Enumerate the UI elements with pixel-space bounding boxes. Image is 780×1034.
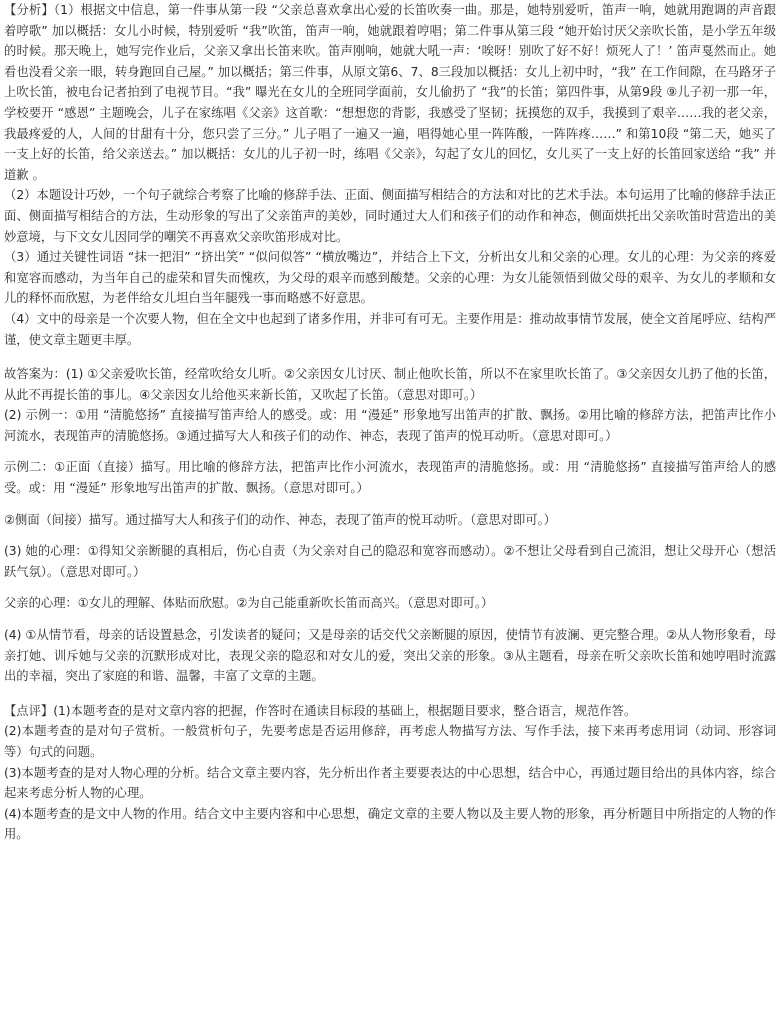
analysis-paragraph-2: （2）本题设计巧妙，一个句子就综合考察了比喻的修辞手法、正面、侧面描写相结合的方法和对比的艺术手法。本句运用了比喻的修辞手法正面、侧面描写相结合的方法，生动形象的写出了父亲笛声的美妙，同时通过大人们和孩子们的动作和神态，侧面烘托出父亲吹笛时营造出的美妙意境，与下文女儿因同学的嘲笑不再喜欢父亲吹笛形成对比。	[4, 188, 776, 244]
spacer	[4, 530, 776, 541]
analysis-paragraph-1: 【分析】（1）根据文中信息，第一件事从第一段 “父亲总喜欢拿出心爱的长笛吹奏一曲。那是，她特别爱听，笛声一响，她就用跑调的声音跟着哼歌” 加以概括：女儿小时候，特别爱听 “我”吹笛，笛声一响，她就跟着哼唱；第二件事从第三段 “她开始讨厌父亲吹长笛，是小学五年级的时候。那天晚上，她写完作业后，父亲又拿出长笛来吹。笛声刚响，她就大吼一声：‘唉呀！别吹了好不好！烦死人了！’ 笛声戛然而止。她看也没看父亲一眼，转身跑回自己屋。” 加以概括；第三件事，从原文第6、7、8三段加以概括：女儿上初中时，“我” 在工作间隙，在马路牙子上吹长笛，被电台记者拍到了电视节目。“我” 曝光在女儿的全班同学面前，女儿偷扔了 “我”的长笛；第四件事，从第9段 ⑨儿子初一那一年，学校要开 “感恩” 主题晚会，儿子在家练唱《父亲》这首歌：“想想您的背影，我感受了坚韧；抚摸您的双手，我摸到了艰辛……我的老父亲，我最疼爱的人，人间的甘甜有十分，您只尝了三分。” 儿子唱了一遍又一遍，唱得她心里一阵阵酸，一阵阵疼……” 和第10段 “第二天，她买了一支上好的长笛，给父亲送去。” 加以概括：女儿的儿子初一时，练唱《父亲》，勾起了女儿的回忆，女儿买了一支上好的长笛回家送给 “我” 并道歉 。	[4, 3, 776, 182]
analysis-paragraph-4: （4）文中的母亲是一个次要人物，但在全文中也起到了诸多作用，并非可有可无。主要作用是：推动故事情节发展，使全文首尾呼应、结构严谨，使文章主题更丰厚。	[4, 311, 776, 347]
answer-side-description: ②侧面（间接）描写。通过描写大人和孩子们的动作、神态，表现了笛声的悦耳动听。（意思对即可。）	[4, 512, 557, 527]
spacer	[4, 614, 776, 625]
answer-paragraph-2: (2) 示例一：①用 “清脆悠扬” 直接描写笛声给人的感受。或：用 “漫延” 形象地写出笛声的扩散、飘扬。②用比喻的修辞方法，把笛声比作小河流水，表现笛声的清脆悠扬。③通过描写大人和孩子们的动作、神态，表现了笛声的悦耳动听。（意思对即可。）	[4, 408, 776, 443]
spacer	[4, 499, 776, 510]
comment-paragraph-2: (2)本题考查的是对句子赏析。一般赏析句子，先要考虑是否运用修辞，再考虑人物描写方法、写作手法，接下来再考虑用词（动词、形容词等）句式的问题。	[4, 724, 776, 759]
answer-paragraph-1: 故答案为：(1) ①父亲爱吹长笛，经常吹给女儿听。②父亲因女儿讨厌、制止他吹长笛，所以不在家里吹长笛了。③父亲因女儿扔了他的长笛，从此不再提长笛的事儿。④父亲因女儿给他买来新长笛，又吹起了长笛。（意思对即可。）	[4, 367, 776, 402]
comment-paragraph-4: (4)本题考查的是文中人物的作用。结合文中主要内容和中心思想，确定文章的主要人物以及主要人物的形象，再分析题目中所指定的人物的作用。	[4, 806, 776, 842]
spacer	[4, 350, 776, 364]
spacer	[4, 687, 776, 701]
answer-her-psychology: (3) 她的心理：①得知父亲断腿的真相后，伤心自责（为父亲对自己的隐忍和宽容而感动）。②不想让父母看到自己流泪，想让父母开心（想活跃气氛）。（意思对即可。）	[4, 544, 776, 579]
comment-paragraph-1: 【点评】(1)本题考查的是对文章内容的把握，作答时在通读目标段的基础上，根据题目要求，整合语言，规范作答。	[4, 703, 637, 718]
answer-father-psychology: 父亲的心理：①女儿的理解、体贴而欣慰。②为自己能重新吹长笛而高兴。（意思对即可。）	[4, 596, 494, 611]
answer-example-two: 示例二：①正面（直接）描写。用比喻的修辞方法，把笛声比作小河流水，表现笛声的清脆悠扬。或：用 “清脆悠扬” 直接描写笛声给人的感受。或：用 “漫延” 形象地写出笛声的扩散、飘扬。（意思对即可。）	[4, 460, 776, 496]
answer-mother-role: (4) ①从情节看，母亲的话设置悬念，引发读者的疑问；又是母亲的话交代父亲断腿的原因，使情节有波澜、更完整合理。②从人物形象看，母亲打她、训斥她与父亲的沉默形成对比，表现父亲的隐忍和对女儿的爱，突出父亲的形象。③从主题看，母亲在听父亲吹长笛和她哼唱时流露出的幸福，突出了家庭的和谐、温馨，丰富了文章的主题。	[4, 628, 776, 684]
spacer	[4, 582, 776, 593]
comment-paragraph-3: (3)本题考查的是对人物心理的分析。结合文章主要内容，先分析出作者主要要表达的中心思想，结合中心，再通过题目给出的具体内容，综合起来考虑分析人物的心理。	[4, 765, 776, 801]
spacer	[4, 446, 776, 457]
analysis-paragraph-3: （3）通过关键性词语 “抹一把泪” “挤出笑” “似问似答” “横放嘴边”，并结合上下文，分析出女儿和父亲的心理。女儿的心理：为父亲的疼爱和宽容而感动，为当年自己的虚荣和冒失而愧疚，为父母的艰辛而感到酸楚。父亲的心理：为女儿能领悟到做父母的艰辛、为女儿的孝顺和女儿的释怀而欣慰，为老伴给女儿坦白当年腿残一事而略感不好意思。	[4, 250, 776, 306]
